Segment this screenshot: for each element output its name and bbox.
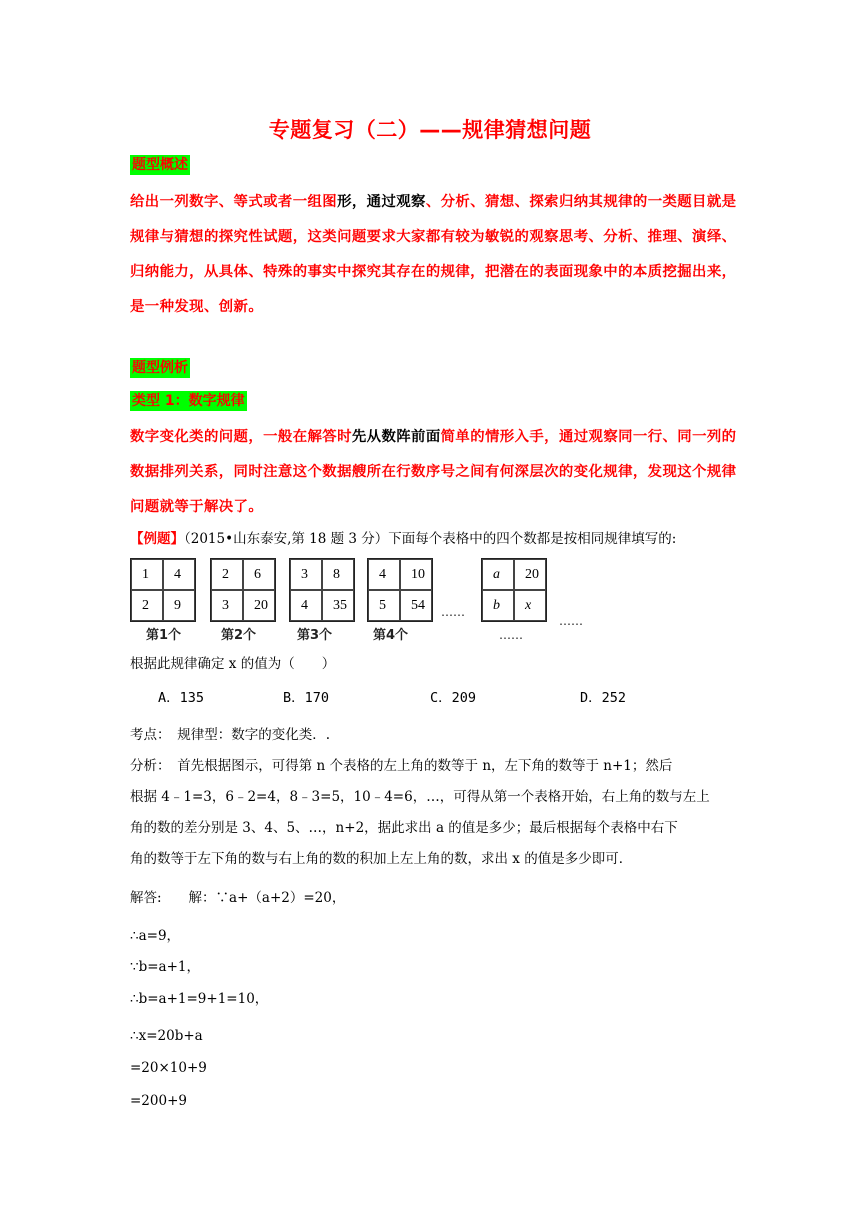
option-a: A．135 [158, 690, 205, 706]
overview-paragraph [130, 185, 740, 325]
analysis-line-3: 角的数的差分别是 3、4、5、…，n+2，据此求出 a 的值是多少；最后根据每个表格中右下 [130, 820, 678, 836]
solution-step: ∴a=9， [130, 928, 181, 944]
option-c: C．209 [430, 690, 477, 706]
section-tag-examples: 题型例析 [132, 360, 188, 376]
ellipsis-2: …… [499, 628, 523, 642]
option-b: B．170 [283, 690, 330, 706]
type1-text-black: 先从数阵前面 [351, 429, 441, 445]
number-grid-n [481, 558, 547, 622]
grid-cell: 3 [290, 559, 322, 590]
grid-cell: 5 [368, 590, 400, 621]
grid-cell: 4 [290, 590, 322, 621]
type1-paragraph [130, 420, 740, 525]
example-line [130, 529, 740, 549]
grid-label-4: 第4个 [373, 628, 409, 643]
ellipsis-1: …… [441, 605, 465, 619]
grid-cell: 2 [211, 559, 243, 590]
grid-cell: 20 [243, 590, 275, 621]
grid-cell: 1 [131, 559, 163, 590]
solution-line: 解答: 解：∵a+（a+2）=20， [130, 890, 346, 906]
ellipsis-3: …… [559, 614, 583, 628]
grid-cell: 20 [514, 559, 546, 590]
example-head: 【例题】 [130, 531, 184, 547]
grid-cell: 54 [400, 590, 432, 621]
analysis-line-1: 分析： 首先根据图示，可得第 n 个表格的左上角的数等于 n，左下角的数等于 n+1；然后 [130, 758, 673, 774]
grid-cell: a [482, 559, 514, 590]
overview-text-red-2: 、分析、猜想、探索归纳其规律的一类题目就是规律与猜想的探究性试题，这类问题要求大家都有较为敏锐的观察思考、分析、推理、演绎、归纳能力，从具体、特殊的事实中探究其存在的规律，把潜在的表面现象中的本质挖掘出来，是一种发现、创新。 [130, 194, 737, 315]
grid-cell: 4 [163, 559, 195, 590]
grid-cell: 6 [243, 559, 275, 590]
overview-text-red-1: 给出一列数字、等式或者一组图 [130, 194, 338, 210]
option-d: D．252 [580, 690, 627, 706]
analysis-line-2: 根据 4﹣1=3，6﹣2=4，8﹣3=5，10﹣4=6，…，可得从第一个表格开始，右上角的数与左上 [130, 789, 710, 805]
number-grid-2 [210, 558, 276, 622]
analysis-line-4: 角的数等于左下角的数与右上角的数的积加上左上角的数，求出 x 的值是多少即可． [130, 851, 633, 867]
grid-cell: 10 [400, 559, 432, 590]
grid-cell: 35 [322, 590, 354, 621]
grid-cell: b [482, 590, 514, 621]
solution-step: ∵b=a+1， [130, 959, 200, 975]
grid-label-1: 第1个 [146, 628, 182, 643]
grid-label-2: 第2个 [221, 628, 257, 643]
grid-cell: x [514, 590, 546, 621]
section-tag-overview: 题型概述 [132, 157, 188, 173]
overview-text-black: 形，通过观察 [337, 194, 426, 210]
grid-cell: 2 [131, 590, 163, 621]
type1-text-red-1: 数字变化类的问题，一般在解答时 [130, 429, 352, 445]
number-grid-3 [289, 558, 355, 622]
grid-cell: 8 [322, 559, 354, 590]
kaodian-line: 考点： 规律型：数字的变化类．. [130, 727, 331, 743]
solution-step: =20×10+9 [130, 1060, 207, 1076]
page-title: 专题复习（二）——规律猜想问题 [268, 118, 592, 142]
type1-text-red-2: 简单的情形入手，通过观察同一行、同一列的数据排列关系，同时注意这个数据艘所在行数序号之间有何深层次的变化规律，发现这个规律问题就等于解决了。 [130, 429, 737, 515]
solution-step: ∴x=20b+a [130, 1028, 203, 1044]
grid-cell: 4 [368, 559, 400, 590]
number-grid-4 [367, 558, 433, 622]
example-text: （2015•山东泰安,第 18 题 3 分）下面每个表格中的四个数都是按相同规律填写的: [184, 531, 677, 547]
grid-cell: 3 [211, 590, 243, 621]
type-tag-number-pattern: 类型 1：数字规律 [132, 393, 245, 409]
question-text: 根据此规律确定 x 的值为（ ） [130, 656, 336, 672]
grid-label-3: 第3个 [297, 628, 333, 643]
number-grid-1 [130, 558, 196, 622]
solution-step: =200+9 [130, 1093, 187, 1109]
grid-cell: 9 [163, 590, 195, 621]
solution-step: ∴b=a+1=9+1=10， [130, 991, 269, 1007]
